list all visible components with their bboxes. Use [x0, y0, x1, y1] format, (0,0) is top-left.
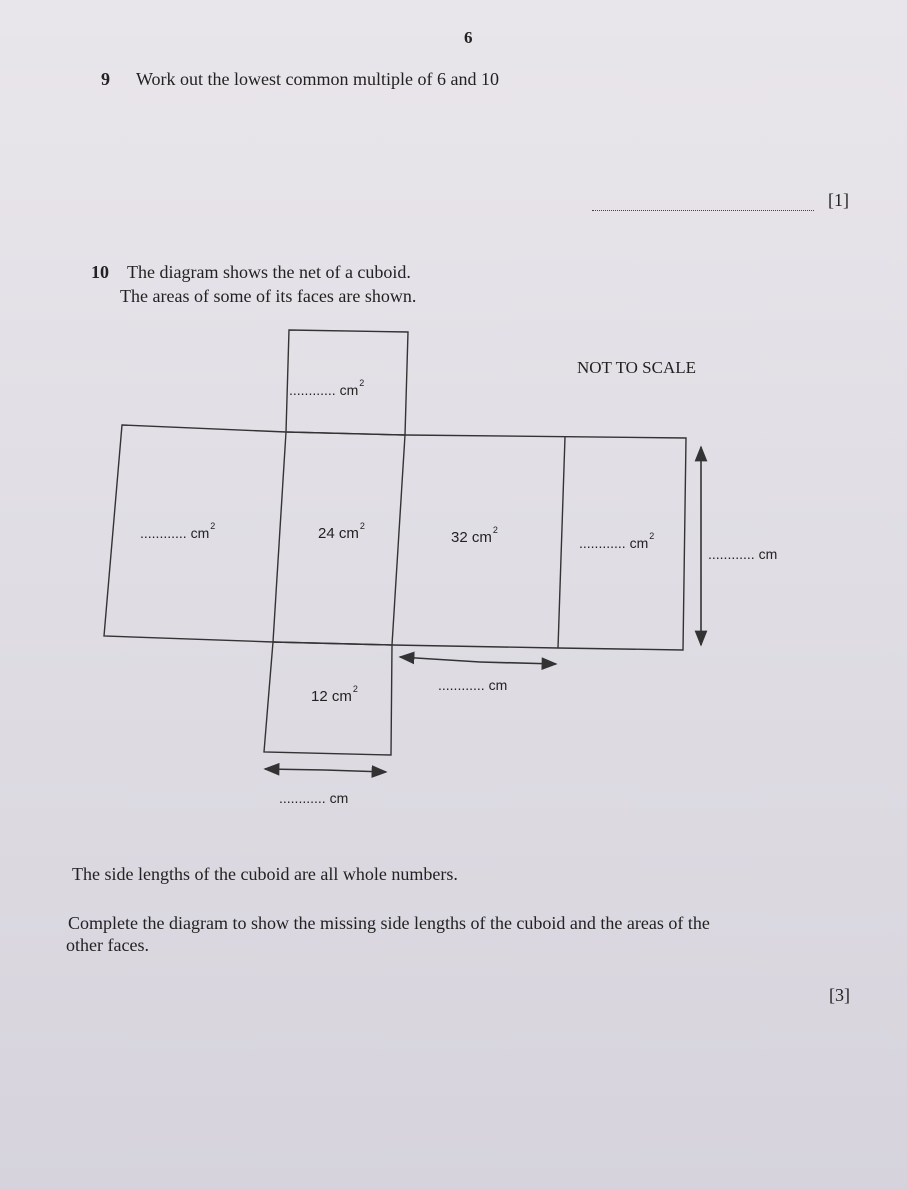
- mid-arrow-left: [400, 657, 480, 662]
- bottom-arrow-left: [265, 769, 325, 770]
- face-center-area: [318, 521, 365, 542]
- face-top-area-sup: 2: [359, 378, 365, 388]
- face-bottom-area-text: 12 cm: [311, 688, 352, 705]
- q10-instruction-1: Complete the diagram to show the missing side lengths of the cuboid and the areas of the: [68, 913, 710, 933]
- face-top-area-text: ............ cm: [289, 382, 359, 398]
- right-length-answer[interactable]: ............ cm: [708, 546, 778, 562]
- question-10-intro-2: The areas of some of its faces are shown.: [120, 286, 417, 306]
- face-far-right-area-sup: 2: [649, 531, 655, 541]
- face-left-area-text: ............ cm: [140, 525, 210, 541]
- q10-statement: The side lengths of the cuboid are all whole numbers.: [72, 864, 458, 884]
- face-far-right-area-text: ............ cm: [579, 535, 649, 551]
- face-right-area-text: 32 cm: [451, 529, 492, 546]
- bottom-length-answer[interactable]: ............ cm: [279, 790, 349, 806]
- q10-instruction-2: other faces.: [66, 935, 149, 955]
- question-10-intro-1: The diagram shows the net of a cuboid.: [127, 262, 411, 282]
- question-9-number: 9: [101, 69, 110, 89]
- face-far-right-area[interactable]: [579, 531, 655, 551]
- question-9-text: Work out the lowest common multiple of 6 and 10: [136, 69, 499, 89]
- page-number: 6: [464, 28, 473, 47]
- mid-arrow-right: [480, 662, 556, 664]
- face-center-area-text: 24 cm: [318, 525, 359, 542]
- face-left-area-sup: 2: [210, 521, 216, 531]
- q10-marks: [3]: [829, 985, 850, 1005]
- face-left-area[interactable]: [140, 521, 216, 541]
- mid-length-answer[interactable]: ............ cm: [438, 677, 508, 693]
- divider-3: [558, 437, 565, 648]
- face-right-area-sup: 2: [492, 525, 498, 535]
- q9-marks: [1]: [828, 190, 849, 210]
- divider-2: [392, 435, 405, 645]
- face-bottom-area-sup: 2: [352, 684, 358, 694]
- face-right-area: [451, 525, 498, 546]
- not-to-scale: NOT TO SCALE: [577, 358, 697, 377]
- face-bottom-area: [311, 684, 358, 705]
- face-center-area-sup: 2: [359, 521, 365, 531]
- bottom-arrow-right: [325, 770, 386, 772]
- question-10-number: 10: [91, 262, 109, 282]
- divider-1: [273, 432, 286, 642]
- face-top-area[interactable]: [289, 378, 365, 398]
